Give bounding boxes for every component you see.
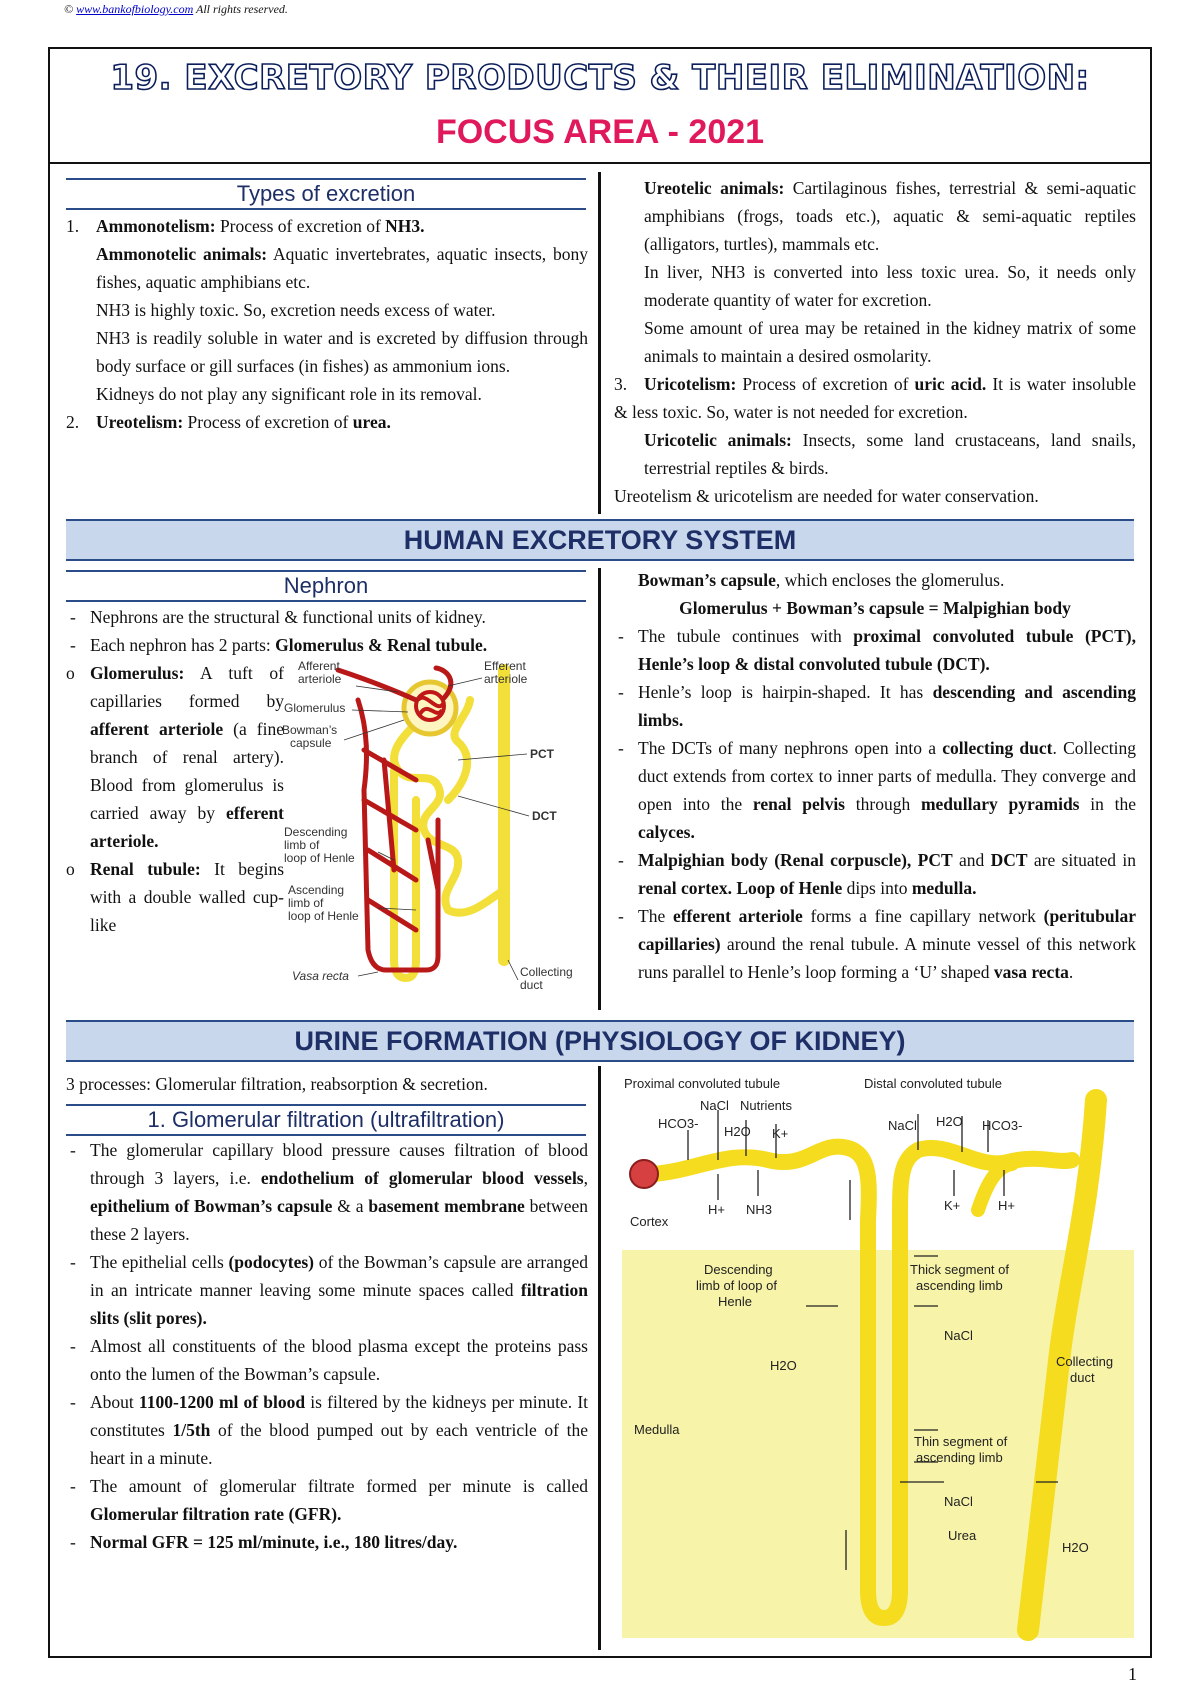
term: filtration slits (slit pores). bbox=[90, 1280, 588, 1328]
term: endothelium of glomerular blood vessels bbox=[260, 1168, 584, 1188]
label-duct: duct bbox=[520, 978, 543, 992]
section-band-urine: URINE FORMATION (PHYSIOLOGY OF KIDNEY) bbox=[66, 1020, 1134, 1062]
term: urea. bbox=[352, 412, 391, 432]
label-ascending: Ascending bbox=[288, 883, 345, 897]
label-h2o: H2O bbox=[936, 1114, 963, 1129]
term: Ureotelic animals: bbox=[644, 178, 785, 198]
dct-join-path bbox=[448, 890, 504, 913]
column-divider bbox=[598, 172, 601, 514]
label-glomerulus: Glomerulus bbox=[284, 701, 346, 715]
text: is filtered by the kidneys per minute. It constitutes bbox=[90, 1392, 589, 1440]
term: Glomerulus & Renal tubule. bbox=[275, 635, 488, 655]
label-h2o: H2O bbox=[1062, 1540, 1089, 1555]
paragraph: NH3 is readily soluble in water and is excreted by diffusion through body surface or gill surfaces (in fishes) as ammonium ions. bbox=[96, 328, 588, 376]
label-dct: Distal convoluted tubule bbox=[864, 1076, 1003, 1091]
text: Process of excretion of bbox=[736, 374, 915, 394]
text: The bbox=[638, 906, 673, 926]
text: forms a fine capillary network bbox=[802, 906, 1044, 926]
glomerulus-text bbox=[66, 659, 284, 939]
text: Aquatic invertebrates, aquatic insects, bony fishes, aquatic amphibians etc. bbox=[96, 244, 588, 292]
term: Bowman’s capsule bbox=[638, 570, 776, 590]
text: Each nephron has 2 parts: bbox=[90, 635, 276, 655]
label-arteriole: arteriole bbox=[298, 672, 342, 686]
term: Ureotelism: bbox=[96, 412, 184, 432]
paragraph: In liver, NH3 is converted into less toxic urea. So, it needs only moderate quantity of water for excretion. bbox=[644, 262, 1136, 310]
label-collecting: Collecting bbox=[1056, 1354, 1114, 1369]
text: , bbox=[583, 1168, 588, 1188]
label-collecting: Collecting bbox=[520, 965, 573, 979]
item-number: 3. bbox=[614, 374, 628, 394]
label-nutrients: Nutrients bbox=[740, 1098, 793, 1113]
item-number: 2. bbox=[66, 412, 80, 432]
bullet-item: - Almost all constituents of the blood plasma except the proteins pass onto the lumen of the Bowman’s capsule. bbox=[66, 1332, 588, 1388]
term: Normal GFR = 125 ml/minute, i.e., 180 litres/day. bbox=[90, 1532, 458, 1552]
term: 1/5th bbox=[172, 1420, 211, 1440]
term: descending and ascending limbs. bbox=[638, 682, 1136, 730]
term: efferent arteriole. bbox=[90, 803, 284, 851]
urine-intro: 3 processes: Glomerular filtration, reabsorption & secretion. bbox=[66, 1074, 488, 1094]
text: (a fine branch of renal artery). Blood from glomerulus is carried away by bbox=[90, 719, 284, 823]
text: The tubule continues with bbox=[638, 626, 854, 646]
text: Cartilaginous fishes, terrestrial & semi-aquatic amphibians (frogs, toads etc.), aquatic & semi-aquatic reptiles (alligators, turtles), mammals etc. bbox=[644, 178, 1136, 254]
text: About bbox=[90, 1392, 139, 1412]
column-divider bbox=[598, 568, 601, 1010]
label-vasa-recta: Vasa recta bbox=[292, 969, 349, 983]
label-ascending-limb: ascending limb bbox=[916, 1278, 1003, 1293]
label-h2o: H2O bbox=[770, 1358, 797, 1373]
glomerular-filtration-heading: 1. Glomerular filtration (ultrafiltration) bbox=[66, 1104, 586, 1136]
label-pct: Proximal convoluted tubule bbox=[624, 1076, 781, 1091]
copyright-line: © www.bankofbiology.com All rights reserved. bbox=[64, 2, 288, 16]
term: Glomerulus + Bowman’s capsule = Malpighian body bbox=[679, 598, 1071, 618]
term: vasa recta bbox=[993, 962, 1069, 982]
column-divider bbox=[598, 1066, 601, 1650]
label-afferent: Afferent bbox=[298, 659, 340, 673]
loop-of-henle-diagram bbox=[618, 1070, 1138, 1640]
label-pct: PCT bbox=[530, 747, 554, 761]
paragraph: Ureotelism & uricotelism are needed for water conservation. bbox=[614, 486, 1039, 506]
text: & a bbox=[332, 1196, 369, 1216]
term: (peritubular capillaries) bbox=[638, 906, 1136, 954]
text: Process of excretion of bbox=[183, 412, 353, 432]
label-descending: Descending bbox=[704, 1262, 773, 1277]
section-band-human: HUMAN EXCRETORY SYSTEM bbox=[66, 519, 1134, 561]
types-left-column bbox=[66, 212, 588, 436]
label-hco3: HCO3- bbox=[982, 1118, 1023, 1133]
copyright-link[interactable]: www.bankofbiology.com bbox=[76, 2, 194, 16]
types-right-column bbox=[614, 174, 1136, 510]
text: It begins with a double walled cup-like bbox=[90, 859, 284, 935]
term: Glomerular filtration rate (GFR). bbox=[90, 1504, 342, 1524]
label-k: K+ bbox=[772, 1126, 789, 1141]
text: Insects, some land crustaceans, land snails, terrestrial reptiles & birds. bbox=[644, 430, 1136, 478]
nephron-left-column bbox=[66, 603, 588, 659]
text: , which encloses the glomerulus. bbox=[775, 570, 1005, 590]
term: Malpighian body (Renal corpuscle), PCT bbox=[638, 850, 953, 870]
label-h2o: H2O bbox=[724, 1124, 751, 1139]
paragraph: Kidneys do not play any significant role in its removal. bbox=[96, 384, 482, 404]
label-k: K+ bbox=[944, 1198, 961, 1213]
term: medulla. bbox=[911, 878, 977, 898]
text: around the renal tubule. A minute vessel of this network runs parallel to Henle’s loop forming a ‘U’ shaped bbox=[638, 934, 1136, 982]
text: of the blood pumped out by each ventricle of the heart in a minute. bbox=[90, 1420, 588, 1468]
paragraph: NH3 is highly toxic. So, excretion needs excess of water. bbox=[96, 300, 496, 320]
afferent-arteriole bbox=[338, 670, 416, 700]
label-dct: DCT bbox=[532, 809, 557, 823]
term: Glomerulus: bbox=[90, 663, 185, 683]
term: renal cortex. Loop of Henle bbox=[638, 878, 843, 898]
bullet-item: - Nephrons are the structural & functional units of kidney. bbox=[66, 603, 588, 631]
text: of the Bowman’s capsule are arranged in an intricate manner leaving some minute spaces called bbox=[90, 1252, 588, 1300]
term: Ammonotelic animals: bbox=[96, 244, 268, 264]
term: Uricotelic animals: bbox=[644, 430, 792, 450]
text: The glomerular capillary blood pressure causes filtration of blood through 3 layers, i.e. bbox=[90, 1140, 588, 1188]
label-thick-segment: Thick segment of bbox=[910, 1262, 1009, 1277]
label-h: H+ bbox=[998, 1198, 1015, 1213]
label-efferent: Efferent bbox=[484, 659, 526, 673]
term: Renal tubule: bbox=[90, 859, 201, 879]
divider bbox=[50, 162, 1150, 164]
term: calyces. bbox=[638, 822, 695, 842]
text: through bbox=[845, 794, 921, 814]
term: NH3. bbox=[385, 216, 425, 236]
glomerulus-shape bbox=[630, 1160, 658, 1188]
text: . bbox=[1068, 962, 1074, 982]
label-urea: Urea bbox=[948, 1528, 977, 1543]
term: Uricotelism: bbox=[644, 374, 737, 394]
copyright-text: All rights reserved. bbox=[193, 2, 288, 16]
text: dips into bbox=[842, 878, 912, 898]
text: . Collecting duct extends from cortex to inner parts of medulla. They converge and open into the bbox=[638, 738, 1137, 814]
types-heading: Types of excretion bbox=[66, 178, 586, 210]
label-ascending-limb: ascending limb bbox=[916, 1450, 1003, 1465]
text: The epithelial cells bbox=[90, 1252, 229, 1272]
urine-left-column bbox=[66, 1136, 588, 1556]
text: Process of excretion of bbox=[215, 216, 386, 236]
term: (podocytes) bbox=[228, 1252, 314, 1272]
label-duct: duct bbox=[1070, 1370, 1095, 1385]
nephron-heading: Nephron bbox=[66, 570, 586, 602]
term: medullary pyramids bbox=[920, 794, 1080, 814]
term: efferent arteriole bbox=[672, 906, 803, 926]
label-limb: limb of bbox=[288, 896, 324, 910]
term: renal pelvis bbox=[752, 794, 845, 814]
term: basement membrane bbox=[368, 1196, 525, 1216]
label-nh3: NH3 bbox=[746, 1202, 773, 1217]
page-subtitle: FOCUS AREA - 2021 bbox=[435, 113, 765, 151]
label-capsule: capsule bbox=[290, 736, 332, 750]
label-arteriole: arteriole bbox=[484, 672, 528, 686]
term: Ammonotelism: bbox=[96, 216, 216, 236]
term: collecting duct bbox=[942, 738, 1053, 758]
label-limb-of-loop: limb of loop of bbox=[696, 1278, 777, 1293]
label-nacl: NaCl bbox=[888, 1118, 917, 1133]
label-loop: loop of Henle bbox=[288, 909, 359, 923]
text: It is water insoluble & less toxic. So, water is not needed for excretion. bbox=[614, 374, 1136, 422]
text: are situated in bbox=[1027, 850, 1136, 870]
label-cortex: Cortex bbox=[630, 1214, 669, 1229]
term: DCT bbox=[990, 850, 1028, 870]
label-henle: Henle bbox=[718, 1294, 752, 1309]
label-loop: loop of Henle bbox=[284, 851, 355, 865]
label-bowmans: Bowman’s bbox=[282, 723, 338, 737]
text: and bbox=[952, 850, 991, 870]
label-nacl: NaCl bbox=[700, 1098, 729, 1113]
page-title: 19. EXCRETORY PRODUCTS & THEIR ELIMINATION: bbox=[110, 58, 1090, 98]
term: uric acid. bbox=[914, 374, 987, 394]
label-medulla: Medulla bbox=[634, 1422, 680, 1437]
label-nacl: NaCl bbox=[944, 1494, 973, 1509]
paragraph: Some amount of urea may be retained in the kidney matrix of some animals to maintain a desired osmolarity. bbox=[644, 318, 1136, 366]
text: The amount of glomerular filtrate formed per minute is called bbox=[90, 1476, 588, 1496]
term: epithelium of Bowman’s capsule bbox=[90, 1196, 333, 1216]
term: proximal convoluted tubule (PCT), Henle’s loop & distal convoluted tubule (DCT). bbox=[638, 626, 1137, 674]
text: Henle’s loop is hairpin-shaped. It has bbox=[638, 682, 933, 702]
nephron-right-column bbox=[614, 566, 1136, 986]
term: 1100-1200 ml of blood bbox=[138, 1392, 306, 1412]
label-hco3: HCO3- bbox=[658, 1116, 699, 1131]
nephron-diagram bbox=[282, 659, 588, 1000]
term: afferent arteriole bbox=[90, 719, 224, 739]
pct-path bbox=[394, 722, 458, 910]
text: The DCTs of many nephrons open into a bbox=[638, 738, 943, 758]
label-descending: Descending bbox=[284, 825, 348, 839]
text: between these 2 layers. bbox=[90, 1196, 588, 1244]
text: in the bbox=[1079, 794, 1136, 814]
label-limb: limb of bbox=[284, 838, 320, 852]
item-number: 1. bbox=[66, 216, 80, 236]
page-number: 1 bbox=[1128, 1664, 1137, 1684]
text: A tuft of capillaries formed by bbox=[90, 663, 284, 711]
label-thin-segment: Thin segment of bbox=[914, 1434, 1008, 1449]
label-h: H+ bbox=[708, 1202, 725, 1217]
label-nacl: NaCl bbox=[944, 1328, 973, 1343]
